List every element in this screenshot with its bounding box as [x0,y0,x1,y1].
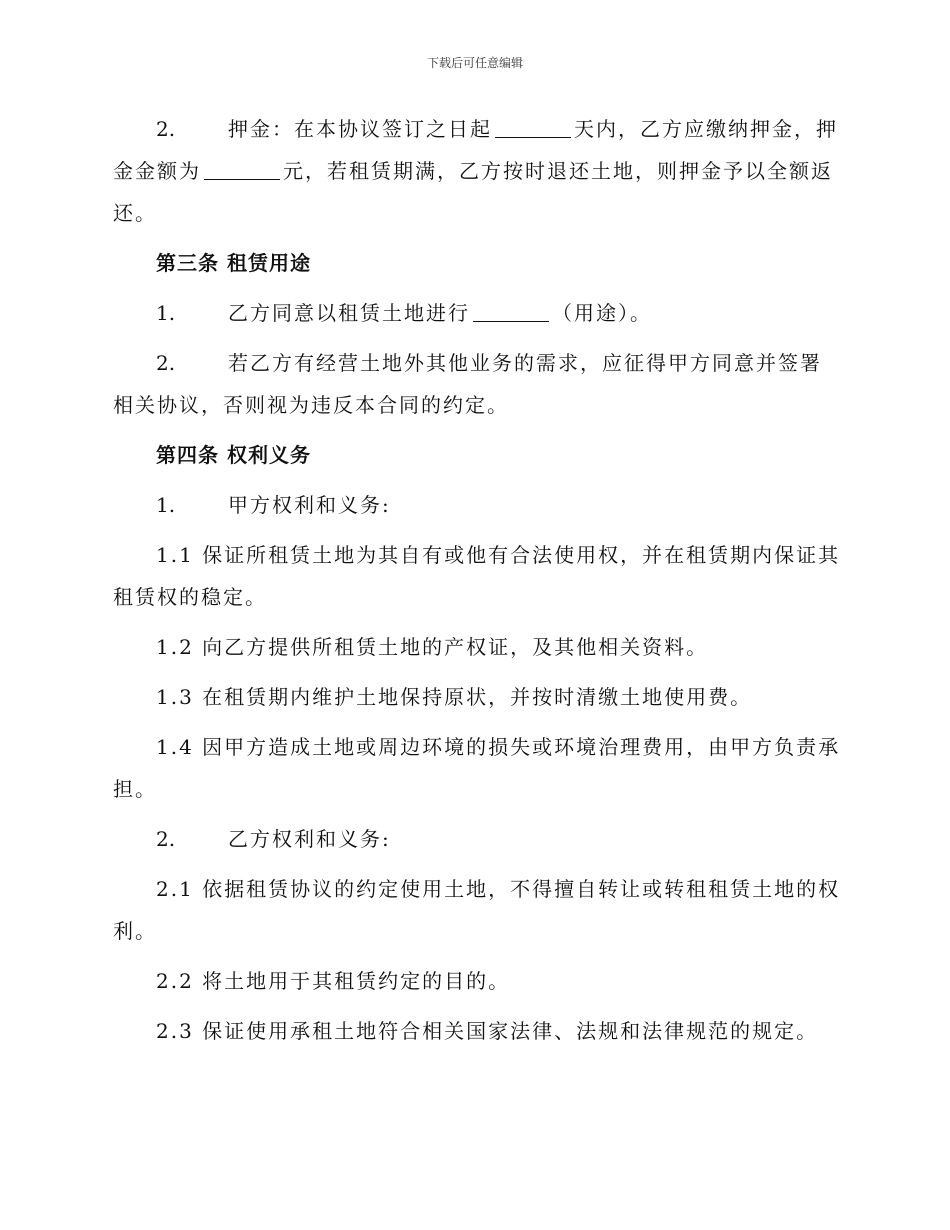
clause-text: 押金：在本协议签订之日起 [228,117,492,141]
clause-text: 甲方权利和义务: [228,493,391,517]
item-number: 1. [156,301,176,325]
clause-2-3: 2.3 保证使用承租土地符合相关国家法律、法规和法律规范的规定。 [156,1019,819,1043]
page-header: 下载后可任意编辑 [426,56,523,70]
clause-text: 若乙方有经营土地外其他业务的需求，应征得甲方同意并签署相关协议，否则视为违反本合同的约定。 [113,351,822,417]
usage-clause-2 [113,342,841,426]
clause-2-2: 2.2 将土地用于其租赁约定的目的。 [156,969,511,993]
clause-1-4: 1.4 因甲方造成土地或周边环境的损失或环境治理费用，由甲方负责承担。 [113,735,841,801]
deposit-clause [113,108,841,234]
clause-2-1: 2.1 依据租赁协议的约定使用土地，不得擅自转让或转租租赁土地的权利。 [113,877,841,943]
clause-text: （用途）。 [552,301,652,325]
clause-text: 天内，乙方应缴纳押金，押金金额为 [113,117,838,183]
blank-usage [473,301,549,322]
clause-text: 乙方权利和义务: [228,827,391,851]
blank-days [495,117,571,138]
clause-text: 元，若租赁期满，乙方按时退还土地，则押金予以全额返还。 [113,159,833,225]
clause-1-1: 1.1 保证所租赁土地为其自有或他有合法使用权，并在租赁期内保证其租赁权的稳定。 [113,543,841,609]
document-body [113,108,841,1060]
item-number: 2. [156,351,176,375]
item-number: 2. [156,117,176,141]
party-a-title [113,484,841,526]
blank-amount [204,159,280,180]
clause-1-2: 1.2 向乙方提供所租赁土地的产权证，及其他相关资料。 [156,635,709,659]
section-heading-rights: 第四条 权利义务 [156,443,311,467]
usage-clause-1 [113,292,841,334]
clause-1-3: 1.3 在租赁期内维护土地保持原状，并按时清缴土地使用费。 [156,685,753,709]
item-number: 1. [156,493,176,517]
clause-text: 乙方同意以租赁土地进行 [228,301,470,325]
item-number: 2. [156,827,176,851]
section-heading-usage: 第三条 租赁用途 [156,251,311,275]
party-b-title [113,818,841,860]
